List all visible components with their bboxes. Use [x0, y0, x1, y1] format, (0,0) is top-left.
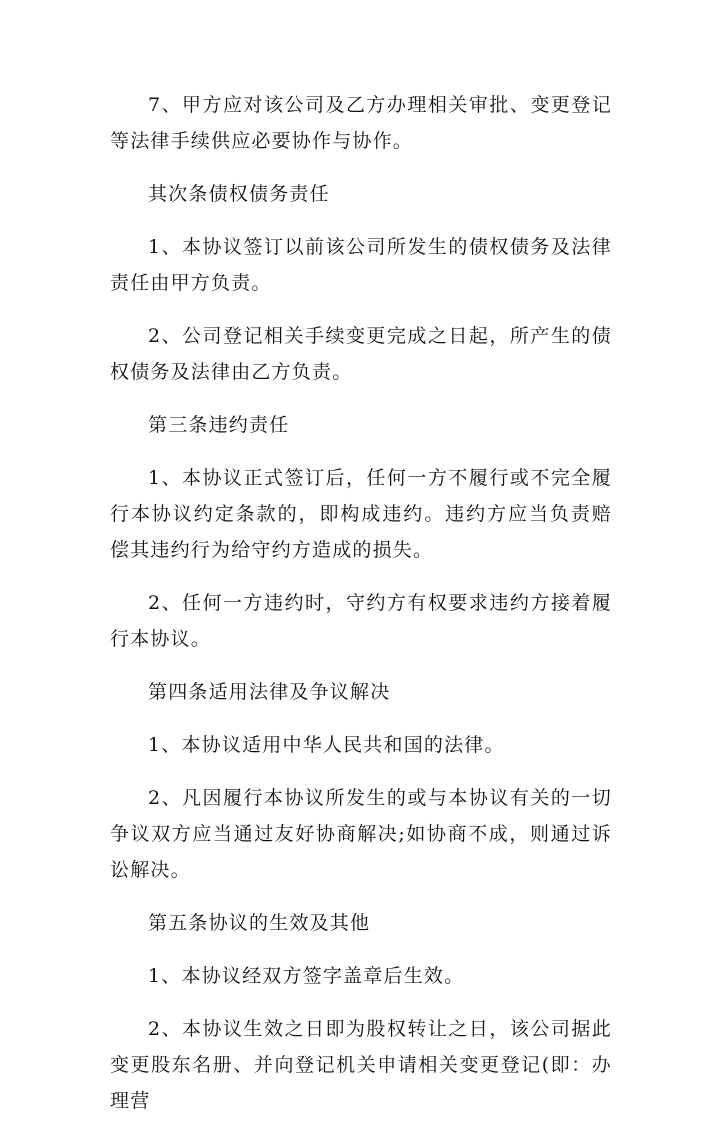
section-heading-breach: 第三条违约责任 — [148, 414, 290, 436]
clause-breach-definition: 1、本协议正式签订后，任何一方不履行或不完全履行本协议约定条款的，即构成违约。违约方应当负责赔偿其违约行为给守约方造成的损失。 — [110, 467, 612, 561]
clause-debts-before-signing: 1、本协议签订以前该公司所发生的债权债务及法律责任由甲方负责。 — [110, 236, 612, 294]
clause-effective-signing: 1、本协议经双方签字盖章后生效。 — [148, 965, 465, 987]
clause-breach-remedy: 2、任何一方违约时，守约方有权要求违约方接着履行本协议。 — [110, 592, 612, 650]
clause-debts-after-registration: 2、公司登记相关手续变更完成之日起，所产生的债权债务及法律由乙方负责。 — [110, 325, 612, 383]
clause-dispute-resolution: 2、凡因履行本协议所发生的或与本协议有关的一切争议双方应当通过友好协商解决;如协商不成，则通过诉讼解决。 — [110, 787, 612, 881]
section-heading-effect: 第五条协议的生效及其他 — [148, 912, 371, 934]
clause-applicable-law: 1、本协议适用中华人民共和国的法律。 — [148, 734, 505, 756]
clause-equity-transfer-date: 2、本协议生效之日即为股权转让之日，该公司据此变更股东名册、并向登记机关申请相关变更登记(即：办理营 — [110, 1018, 612, 1112]
section-heading-debts: 其次条债权债务责任 — [148, 183, 330, 205]
clause-7-cooperation: 7、甲方应对该公司及乙方办理相关审批、变更登记等法律手续供应必要协作与协作。 — [110, 94, 612, 152]
document-page — [110, 87, 612, 1136]
section-heading-law: 第四条适用法律及争议解决 — [148, 681, 391, 703]
